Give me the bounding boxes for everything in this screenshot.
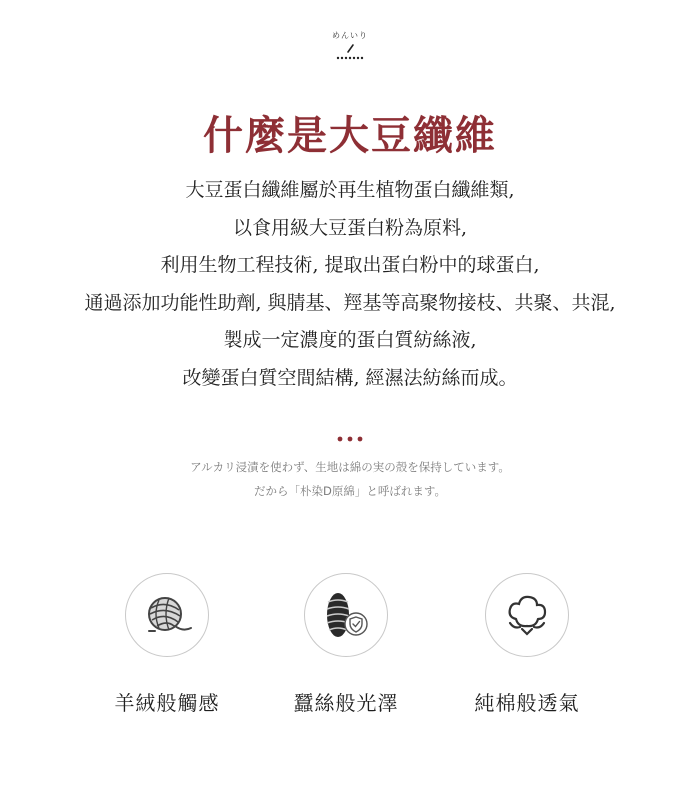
- feature-list: [0, 573, 700, 723]
- cotton-boll-icon: [502, 593, 552, 637]
- feature-item: [67, 573, 267, 716]
- feature-label: 蠶絲般光澤: [293, 691, 399, 715]
- feature-item: [427, 573, 627, 716]
- description-line: 以食用級大豆蛋白粉為原料,: [232, 216, 468, 239]
- feature-circle: [125, 573, 209, 657]
- ellipsis-divider: [0, 428, 700, 447]
- japanese-caption: [0, 455, 700, 503]
- page-title: 什麼是大豆纖維: [203, 112, 497, 159]
- needle-icon: [335, 43, 365, 61]
- feature-circle: [485, 573, 569, 657]
- description-line: 大豆蛋白纖維屬於再生植物蛋白纖維類,: [185, 179, 515, 201]
- feature-label: 羊絨般觸感: [114, 691, 220, 715]
- yarn-ball-icon: [141, 592, 193, 638]
- brand-logo: [0, 30, 700, 61]
- feature-circle: [304, 573, 388, 657]
- description-line: 製成一定濃度的蛋白質紡絲液,: [223, 329, 477, 352]
- description-line: 改變蛋白質空間結構, 經濕法紡絲而成。: [182, 366, 518, 389]
- logo-text: めんいり: [332, 31, 368, 40]
- description: [0, 172, 700, 398]
- description-line: 通過添加功能性助劑, 與腈基、羥基等高聚物接枝、共聚、共混,: [84, 291, 616, 314]
- dots-icon: [335, 435, 365, 443]
- caption-line: だから「朴染D原綿」と呼ばれます。: [254, 484, 446, 498]
- description-line: 利用生物工程技術, 提取出蛋白粉中的球蛋白,: [160, 254, 540, 277]
- feature-label: 純棉般透氣: [474, 691, 580, 715]
- feature-item: [246, 573, 446, 716]
- caption-line: アルカリ浸漬を使わず、生地は綿の実の殻を保持しています。: [190, 460, 510, 474]
- silkworm-cocoon-shield-icon: [318, 586, 374, 644]
